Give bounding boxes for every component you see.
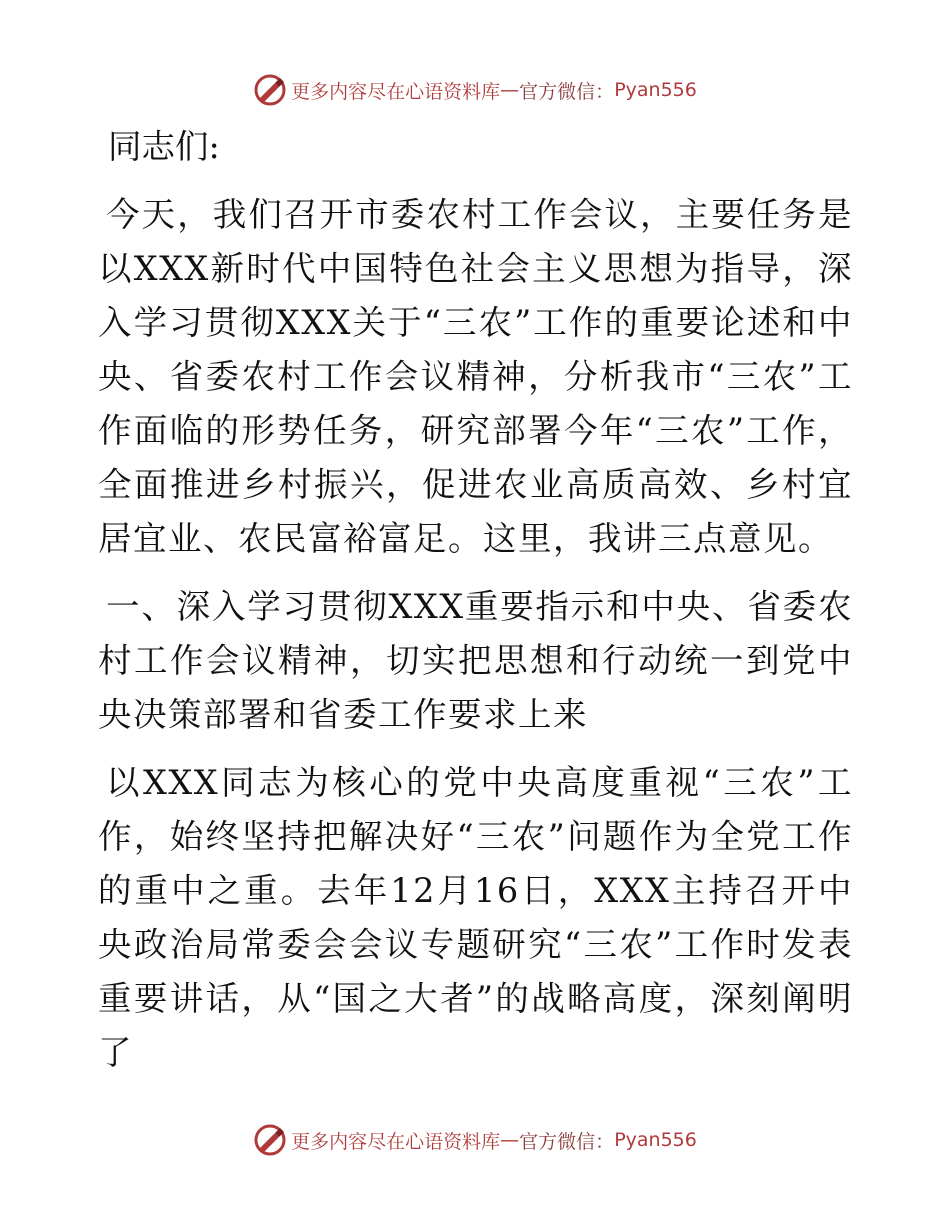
watermark-text: 更多内容尽在心语资料库 [291, 1130, 501, 1153]
watermark-text: 更多内容尽在心语资料库 [291, 80, 501, 103]
watermark-id: Pyan556 [614, 79, 697, 101]
paragraph-intro: 今天，我们召开市委农村工作会议，主要任务是以XXX新时代中国特色社会主义思想为指导，深入学习贯彻XXX关于“三农”工作的重要论述和中央、省委农村工作会议精神，分析我市“三农”工作面临的形势任务，研究部署今年“三农”工作，全面推进乡村振兴，促进农业高质高效、乡村宜居宜业、农民富裕富足。这里，我讲三点意见。 [98, 195, 853, 558]
watermark-label: 官方微信： [519, 80, 615, 103]
section-heading-1: 一、深入学习贯彻XXX重要指示和中央、省委农村工作会议精神，切实把思想和行动统一到党中央决策部署和省委工作要求上来 [98, 587, 853, 734]
paragraph-body: 以XXX同志为核心的党中央高度重视“三农”工作，始终坚持把解决好“三农”问题作为全党工作的重中之重。去年12月16日，XXX主持召开中央政治局常委会会议专题研究“三农”工作时发表重要讲话，从“国之大者”的战略高度，深刻阐明了 [98, 763, 853, 1072]
watermark-dash: — [500, 79, 520, 101]
watermark-label: 官方微信： [519, 1130, 615, 1153]
pen-logo-icon [253, 73, 287, 107]
pen-logo-icon [253, 1123, 287, 1157]
document-body [98, 120, 853, 1094]
watermark-id: Pyan556 [614, 1129, 697, 1151]
header-watermark [0, 70, 950, 110]
footer-watermark [0, 1120, 950, 1160]
salutation: 同志们: [108, 127, 220, 166]
watermark-dash: — [500, 1129, 520, 1151]
